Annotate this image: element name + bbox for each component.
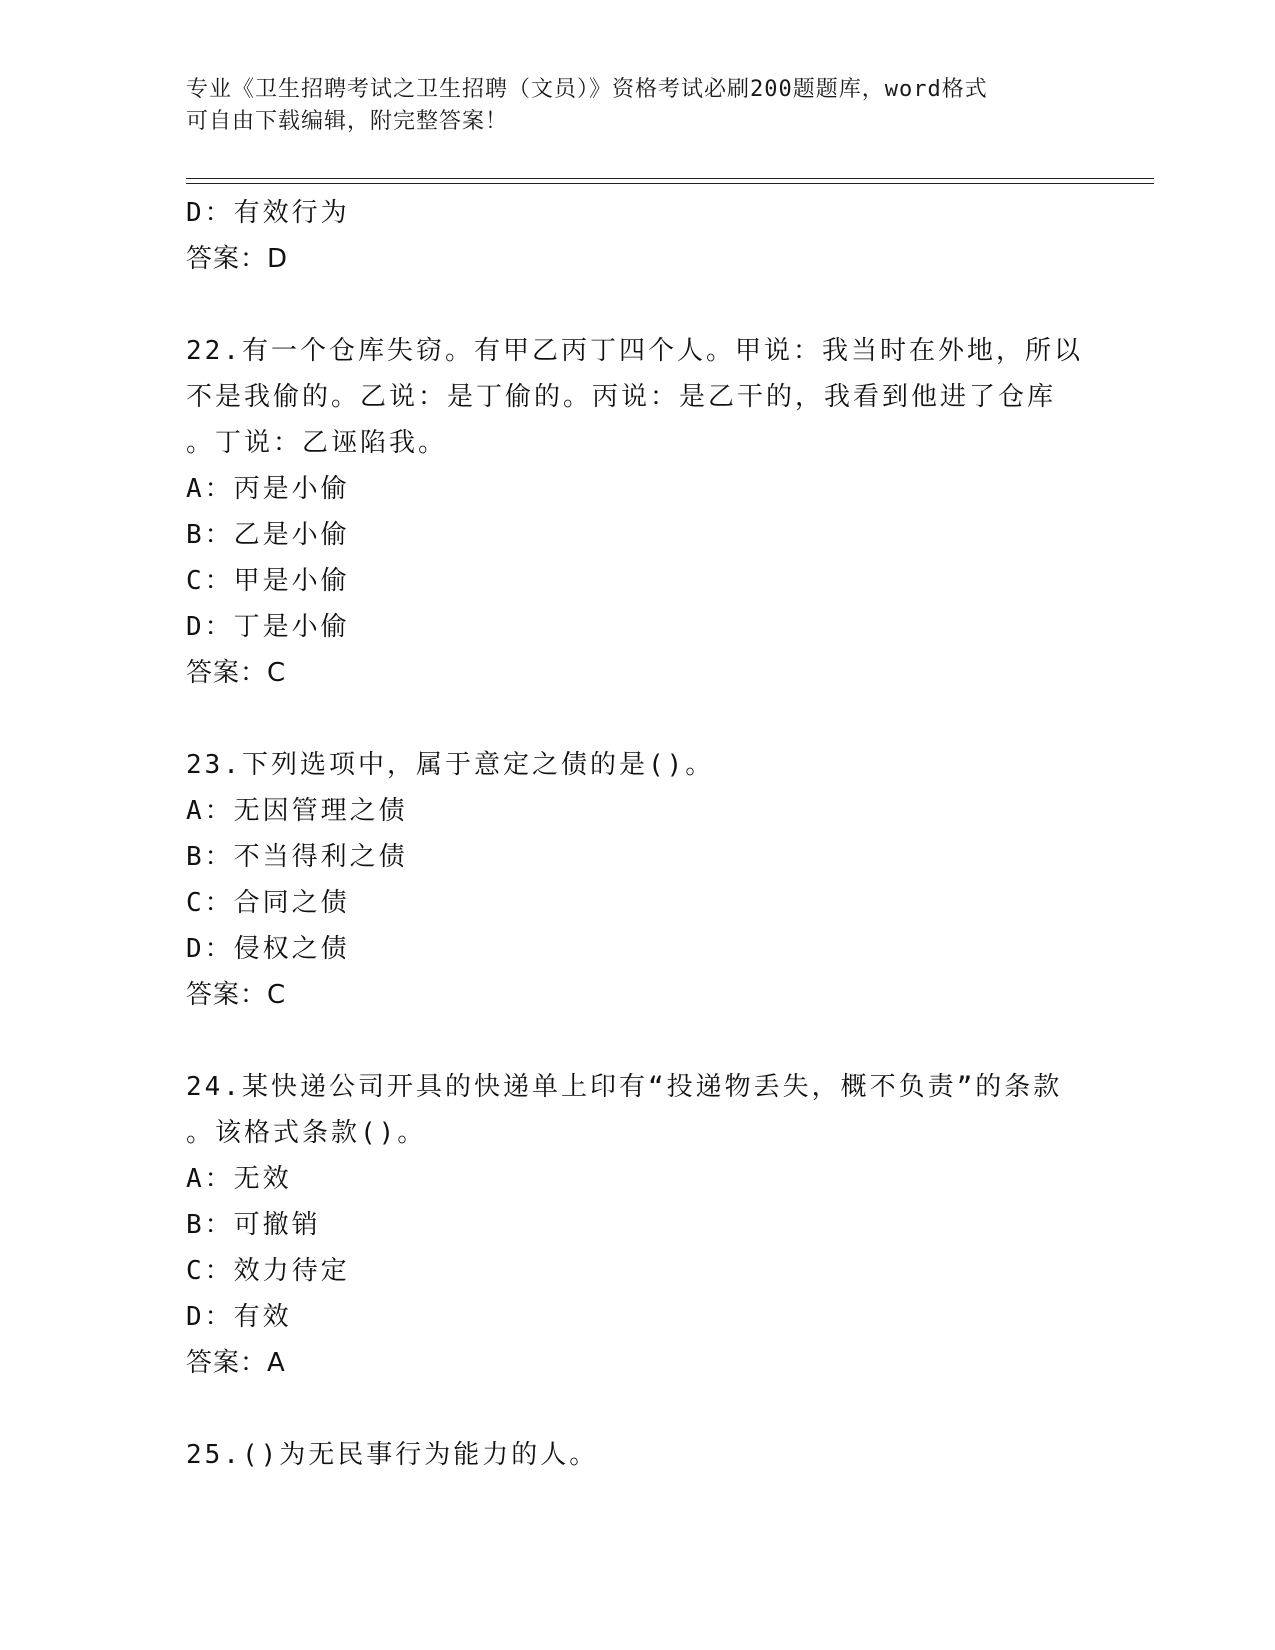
option-c: C：效力待定 [186, 1256, 350, 1286]
option-a: A：无效 [186, 1164, 292, 1194]
header-rule-top [186, 178, 1154, 179]
option-d: D：有效 [186, 1302, 292, 1332]
option-a: A：丙是小偷 [186, 474, 350, 504]
question-stem-line: 23.下列选项中，属于意定之债的是()。 [186, 750, 715, 780]
header-line-1: 专业《卫生招聘考试之卫生招聘（文员）》资格考试必刷200题题库，word格式 [186, 77, 988, 102]
question-stem-line: 不是我偷的。乙说：是丁偷的。丙说：是乙干的，我看到他进了仓库 [186, 382, 1057, 412]
question-stem-line: 。该格式条款()。 [186, 1118, 427, 1148]
question-stem-line: 25.()为无民事行为能力的人。 [186, 1440, 599, 1470]
option-d: D：有效行为 [186, 198, 350, 228]
question-25 [186, 1432, 1106, 1478]
option-a: A：无因管理之债 [186, 796, 408, 826]
header-rule-bottom [186, 183, 1154, 184]
question-content [186, 190, 1106, 1478]
question-22 [186, 328, 1106, 696]
question-23 [186, 742, 1106, 1018]
answer-line: 答案：D [186, 244, 289, 274]
option-b: B：可撤销 [186, 1210, 321, 1240]
option-c: C：甲是小偷 [186, 566, 350, 596]
option-c: C：合同之债 [186, 888, 350, 918]
header-line-2: 可自由下载编辑，附完整答案！ [186, 109, 509, 134]
question-stem-line: 22.有一个仓库失窃。有甲乙丙丁四个人。甲说：我当时在外地，所以 [186, 336, 1083, 366]
option-b: B：不当得利之债 [186, 842, 408, 872]
question-stem-line: 24.某快递公司开具的快递单上印有“投递物丢失，概不负责”的条款 [186, 1072, 1063, 1102]
option-b: B：乙是小偷 [186, 520, 350, 550]
question-24 [186, 1064, 1106, 1386]
option-d: D：丁是小偷 [186, 612, 350, 642]
option-d: D：侵权之债 [186, 934, 350, 964]
answer-line: 答案：C [186, 980, 287, 1010]
answer-line: 答案：A [186, 1348, 286, 1378]
question-stem-line: 。丁说：乙诬陷我。 [186, 428, 448, 458]
answer-line: 答案：C [186, 658, 287, 688]
document-header [186, 74, 1086, 138]
